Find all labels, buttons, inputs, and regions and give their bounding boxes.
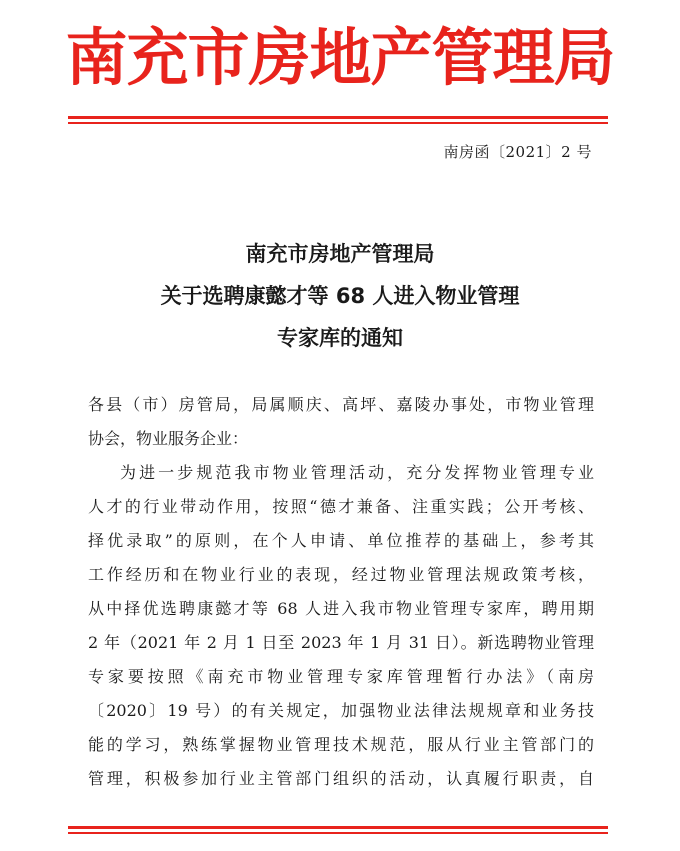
footer-divider-thin xyxy=(68,832,608,834)
footer-divider-thick xyxy=(68,826,608,829)
title-line-1: 南充市房地产管理局 xyxy=(245,242,435,266)
title-line-3: 专家库的通知 xyxy=(277,326,403,350)
paragraph-line: 为进一步规范我市物业管理活动，充分发挥物业管理专业 xyxy=(120,463,594,482)
paragraph-line: 专家要按照《南充市物业管理专家库管理暂行办法》（南房 xyxy=(88,667,594,686)
paragraph-line: 能的学习，熟练掌握物业管理技术规范，服从行业主管部门的 xyxy=(88,735,594,754)
paragraph-line: 管理，积极参加行业主管部门组织的活动，认真履行职责，自 xyxy=(88,769,594,788)
header-divider-thick xyxy=(68,116,608,119)
addressee-line: 各县（市）房管局，局属顺庆、高坪、嘉陵办事处，市物业管理 xyxy=(88,395,594,414)
header-divider-thin xyxy=(68,122,608,124)
agency-masthead: 南充市房地产管理局 xyxy=(65,21,615,94)
paragraph-line: 择优录取”的原则，在个人申请、单位推荐的基础上，参考其 xyxy=(88,531,594,550)
paragraph-line: 人才的行业带动作用，按照“德才兼备、注重实践；公开考核、 xyxy=(88,497,594,516)
title-line-2: 关于选聘康懿才等 68 人进入物业管理 xyxy=(160,284,520,308)
document-number: 南房函〔2021〕2 号 xyxy=(443,143,592,161)
paragraph-line: 工作经历和在物业行业的表现，经过物业管理法规政策考核， xyxy=(88,565,594,584)
addressee-line: 协会，物业服务企业： xyxy=(88,429,249,448)
paragraph-line: 〔2020〕19 号）的有关规定，加强物业法律法规规章和业务技 xyxy=(88,701,594,720)
paragraph-line: 从中择优选聘康懿才等 68 人进入我市物业管理专家库，聘用期 xyxy=(88,599,594,618)
paragraph-line: 2 年（2021 年 2 月 1 日至 2023 年 1 月 31 日）。新选聘物业管理 xyxy=(88,633,594,652)
document-body xyxy=(88,388,594,796)
